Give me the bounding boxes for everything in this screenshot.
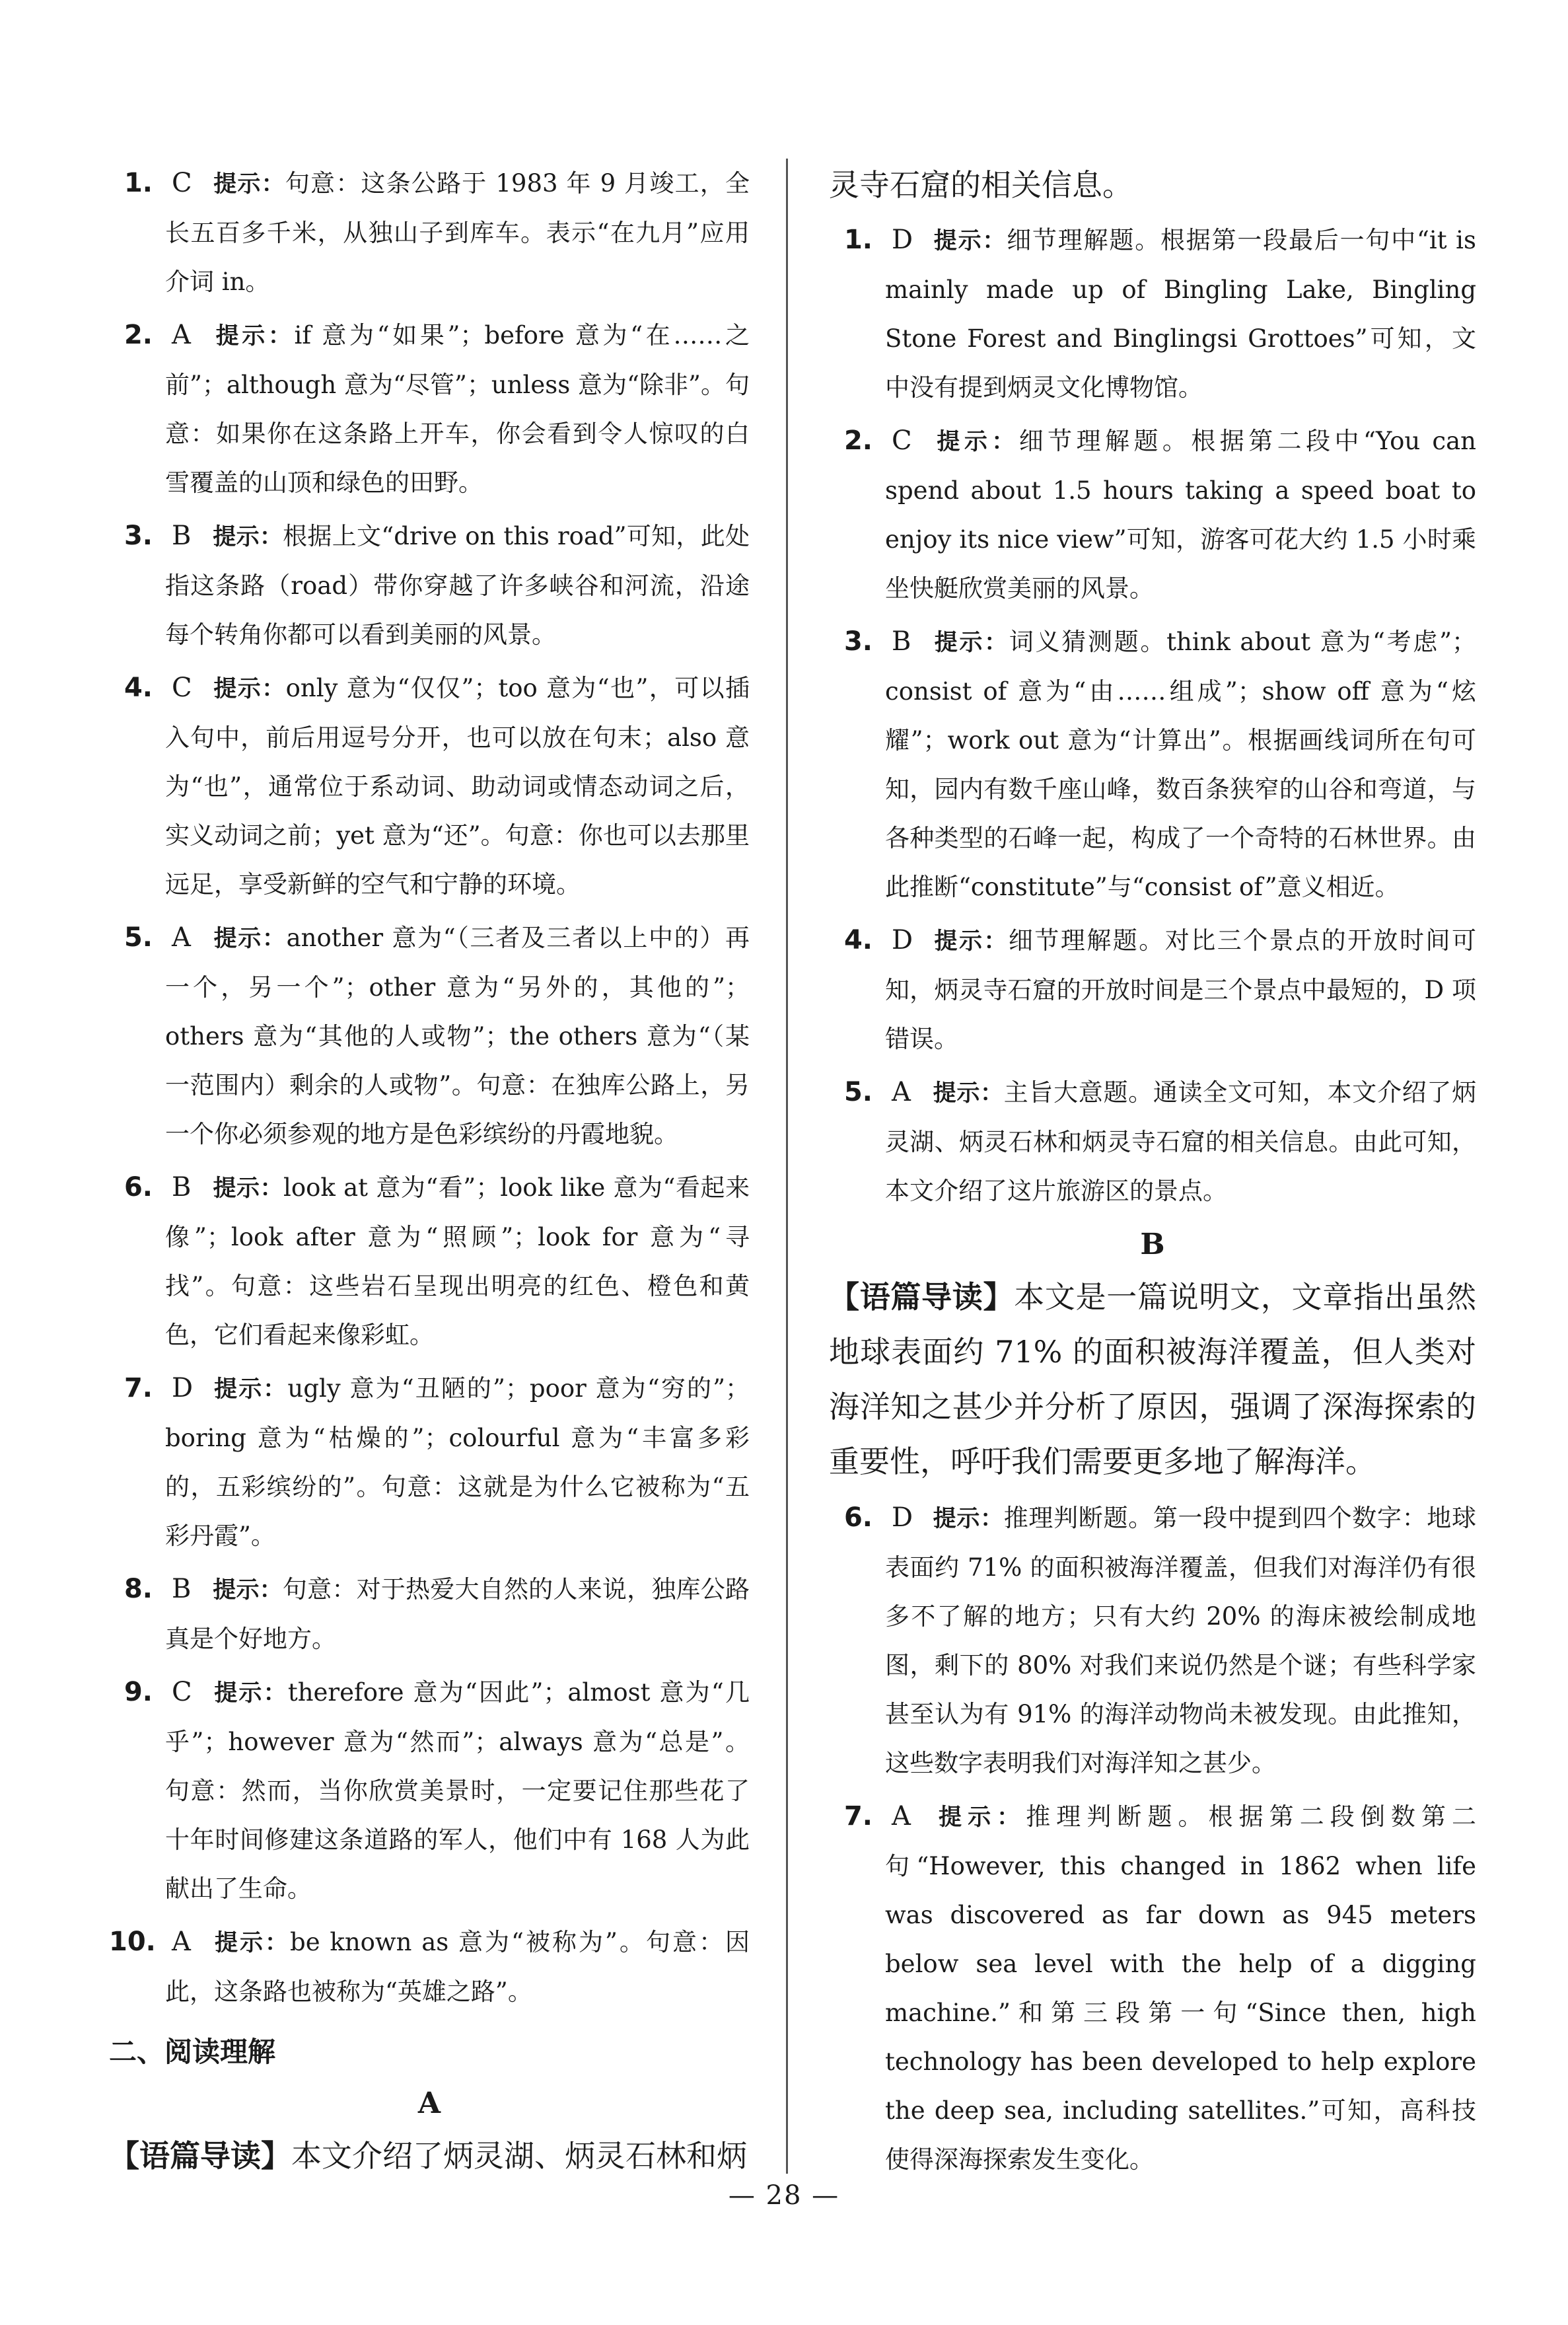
question-number: 10.	[109, 1927, 156, 1957]
hint-text: another 意为“（三者及三者以上中的）再一个，另一个”；other 意为“另外的，其他的”；others 意为“其他的人或物”；the others 意为“（某一范围内）剩余的人或物”。句意：在独库公路上，另一个你必须参观的地方是色彩缤纷的丹霞地貌。	[165, 924, 750, 1148]
hint-text: therefore 意为“因此”；almost 意为“几乎”；however 意为“然而”；always 意为“总是”。句意：然而，当你欣赏美景时，一定要记住那些花了十年时间修建这条道路的军人，他们中有 168 人为此献出了生命。	[165, 1678, 750, 1903]
answer-item	[109, 663, 750, 909]
answer-item	[829, 617, 1476, 912]
question-number: 7.	[124, 1373, 153, 1403]
right-column	[829, 159, 1476, 2188]
answer-item	[829, 916, 1476, 1064]
answer-choice: B	[892, 626, 911, 657]
question-number: 9.	[124, 1677, 153, 1707]
hint-label: 提示：	[933, 429, 1019, 455]
hint-text: 推理判断题。第一段中提到四个数字：地球表面约 71% 的面积被海洋覆盖，但我们对海洋仍有很多不了解的地方；只有大约 20% 的海床被绘制成地图，剩下的 80% 对我们来说仍然是个谜；有些科学家甚至认为有 91% 的海洋动物尚未被发现。由此推知，这些数字表明我们对海洋知之甚少。	[885, 1504, 1476, 1777]
question-number: 1.	[124, 168, 153, 198]
question-number: 6.	[124, 1172, 153, 1202]
hint-text: ugly 意为“丑陋的”；poor 意为“穷的”；boring 意为“枯燥的”；colourful 意为“丰富多彩的，五彩缤纷的”。句意：这就是为什么它被称为“五彩丹霞”。	[165, 1374, 750, 1550]
answer-choice: C	[172, 168, 192, 198]
question-number: 3.	[124, 521, 153, 551]
hint-text: 根据上文“drive on this road”可知，此处指这条路（road）带你穿越了许多峡谷和河流，沿途每个转角你都可以看到美丽的风景。	[165, 522, 750, 649]
left-column	[109, 159, 750, 2184]
reading-guide-label: 【语篇导读】	[829, 1279, 1015, 1315]
question-number: 3.	[843, 626, 873, 657]
reading-guide-text: 本文是一篇说明文，文章指出虽然地球表面约 71% 的面积被海洋覆盖，但人类对海洋知之甚少并分析了原因，强调了深海探索的重要性，呼吁我们需要更多地了解海洋。	[829, 1279, 1477, 1479]
part-a-heading: A	[417, 2086, 441, 2120]
hint-text: be known as 意为“被称为”。句意：因此，这条路也被称为“英雄之路”。	[165, 1928, 750, 2006]
answer-choice: A	[172, 320, 191, 350]
reading-guide-a-continuation: 灵寺石窟的相关信息。	[829, 167, 1133, 203]
hint-label: 提示：	[213, 1376, 288, 1403]
hint-text: 词义猜测题。think about 意为“考虑”；consist of 意为“由……组成”；show off 意为“炫耀”；work out 意为“计算出”。根据画线词所在句可知，园内有数千座山峰，数百条狭窄的山谷和弯道，与各种类型的石峰一起，构成了一个奇特的石林世界。由此推断“constitute”与“consist of”意义相近。	[885, 628, 1476, 901]
answer-item	[109, 1668, 750, 1913]
question-number: 2.	[843, 425, 873, 456]
answer-choice: D	[892, 225, 913, 255]
answer-choice: C	[172, 1677, 192, 1707]
question-number: 1.	[843, 225, 873, 255]
hint-text: 细节理解题。根据第一段最后一句中“it is mainly made up of Bingling Lake, Bingling Stone Forest and Binglingsi Grottoes”可知，文中没有提到炳灵文化博物馆。	[885, 226, 1476, 402]
question-number: 5.	[843, 1077, 873, 1107]
reading-guide-label: 【语篇导读】	[109, 2138, 291, 2174]
answer-choice: A	[172, 922, 191, 953]
answer-item	[829, 1792, 1476, 2184]
hint-label: 提示：	[213, 1680, 288, 1707]
question-number: 6.	[843, 1502, 873, 1533]
hint-label: 提示：	[213, 323, 295, 350]
hint-text: 细节理解题。根据第二段中“You can spend about 1.5 hours taking a speed boat to enjoy its nice view”可知，游客可花大约 1.5 小时乘坐快艇欣赏美丽的风景。	[885, 427, 1476, 603]
answer-choice: D	[172, 1373, 194, 1403]
hint-label: 提示：	[213, 926, 287, 952]
question-number: 8.	[124, 1574, 153, 1604]
reading-guide-text: 本文介绍了炳灵湖、炳灵石林和炳	[291, 2138, 747, 2174]
hint-text: look at 意为“看”；look like 意为“看起来像”；look after 意为“照顾”；look for 意为“寻找”。句意：这些岩石呈现出明亮的红色、橙色和黄色，它们看起来像彩虹。	[165, 1173, 750, 1349]
hint-label: 提示：	[933, 1804, 1026, 1831]
hint-label: 提示：	[213, 676, 286, 702]
answer-item	[109, 159, 750, 307]
answer-item	[109, 511, 750, 659]
hint-label: 提示：	[933, 630, 1009, 656]
hint-text: only 意为“仅仅”；too 意为“也”，可以插入句中，前后用逗号分开，也可以放在句末；also 意为“也”，通常位于系动词、助动词或情态动词之后，实义动词之前；yet 意为“还”。句意：你也可以去那里远足，享受新鲜的空气和宁静的环境。	[165, 674, 750, 899]
part-b-heading: B	[1140, 1228, 1165, 1261]
left-answer-list	[109, 159, 750, 2016]
answer-choice: D	[892, 1502, 913, 1533]
answer-item	[109, 311, 750, 507]
answer-choice: A	[172, 1927, 191, 1957]
hint-text: 细节理解题。对比三个景点的开放时间可知，炳灵寺石窟的开放时间是三个景点中最短的，D 项错误。	[885, 926, 1476, 1053]
answer-item	[829, 1068, 1476, 1216]
hint-label: 提示：	[213, 1175, 284, 1202]
question-number: 5.	[124, 922, 153, 953]
question-number: 2.	[124, 320, 153, 350]
answer-choice: D	[892, 925, 913, 955]
hint-label: 提示：	[213, 1577, 283, 1604]
answer-choice: A	[892, 1077, 911, 1107]
hint-text: 句意：对于热爱大自然的人来说，独库公路真是个好地方。	[165, 1575, 750, 1653]
answer-choice: B	[172, 1574, 192, 1604]
hint-label: 提示：	[933, 228, 1007, 254]
part-a-answer-list	[829, 215, 1476, 1216]
question-number: 4.	[843, 925, 873, 955]
page-number: — 28 —	[728, 2180, 840, 2211]
hint-text: 句意：这条公路于 1983 年 9 月竣工，全长五百多千米，从独山子到库车。表示“在九月”应用介词 in。	[165, 169, 750, 296]
hint-text: 主旨大意题。通读全文可知，本文介绍了炳灵湖、炳灵石林和炳灵寺石窟的相关信息。由此可知，本文介绍了这片旅游区的景点。	[885, 1078, 1476, 1205]
answer-item	[109, 913, 750, 1159]
section-heading-reading: 二、阅读理解	[109, 2036, 276, 2068]
hint-label: 提示：	[213, 1930, 291, 1956]
answer-item	[829, 1493, 1476, 1788]
answer-choice: C	[892, 425, 912, 456]
answer-item	[109, 1565, 750, 1664]
answer-choice: B	[172, 1172, 192, 1202]
hint-text: 推理判断题。根据第二段倒数第二句“However, this changed in 1862 when life was discovered as far down as 945 meters below sea level with the help of a digging machine.”和第三段第一句“Since then, high technology has been developed to help explore the deep sea, including satellites.”可知，高科技使得深海探索发生变化。	[885, 1802, 1476, 2174]
hint-label: 提示：	[933, 1080, 1004, 1107]
answer-item	[829, 215, 1476, 412]
question-number: 4.	[124, 673, 153, 703]
answer-item	[109, 1163, 750, 1360]
question-number: 7.	[843, 1801, 873, 1831]
hint-label: 提示：	[213, 524, 283, 550]
hint-label: 提示：	[933, 1506, 1004, 1532]
answer-item	[109, 1364, 750, 1561]
hint-label: 提示：	[933, 928, 1009, 955]
reading-guide-a	[109, 2129, 750, 2184]
hint-label: 提示：	[213, 171, 285, 198]
answer-choice: B	[172, 521, 192, 551]
hint-text: if 意为“如果”；before 意为“在……之前”；although 意为“尽管”；unless 意为“除非”。句意：如果你在这条路上开车，你会看到令人惊叹的白雪覆盖的山顶和绿色的田野。	[165, 321, 750, 497]
part-b-answer-list	[829, 1493, 1476, 2184]
column-divider	[786, 159, 788, 2174]
answer-item	[829, 416, 1476, 613]
answer-choice: C	[172, 673, 192, 703]
reading-guide-b	[829, 1270, 1476, 1489]
answer-choice: A	[892, 1801, 911, 1831]
answer-item	[109, 1917, 750, 2016]
